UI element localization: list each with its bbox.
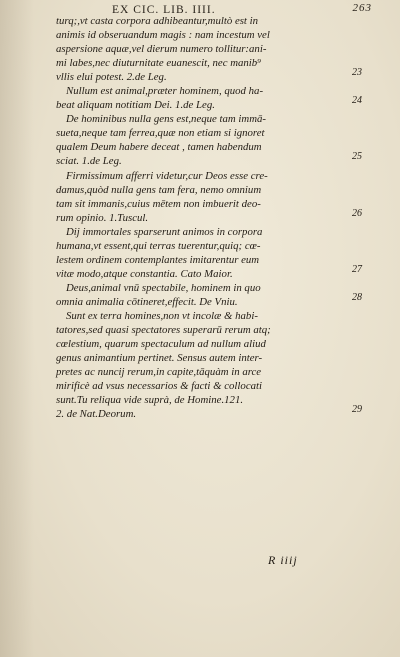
text-line	[56, 112, 356, 126]
line-text: animis id obseruandum magis : nam incestum vel	[56, 29, 270, 42]
line-text: sunt.Tu reliqua vide suprà, de Homine.121.	[56, 394, 244, 407]
section-number: 25	[352, 151, 362, 163]
section-number: 26	[352, 207, 362, 219]
line-text: turq;,vt casta corpora adhibeantur,multò est in	[56, 15, 259, 27]
line-text: beat aliquam notitiam Dei. 1.de Leg.	[56, 99, 215, 112]
section-number: 27	[352, 263, 362, 275]
text-line	[56, 169, 356, 183]
text-line	[56, 225, 356, 239]
line-text: humana,vt essent,qui terras tuerentur,quiq; cœ-	[56, 239, 261, 252]
line-text: mirificè ad vsus necessarios & facti & collocati	[56, 380, 263, 393]
text-line	[56, 404, 362, 421]
line-text: tatores,sed quasi spectatores superarū rerum atq;	[56, 324, 271, 337]
signature-mark: R iiij	[268, 553, 298, 567]
line-text: lestem ordinem contemplantes imitarentur eum	[56, 253, 260, 266]
text-line	[56, 337, 356, 351]
line-text: pretes ac nuncij rerum,in capite,tāquàm in arce	[56, 366, 262, 379]
line-text: Dij immortales sparserunt animos in corpora	[66, 225, 263, 238]
text-line	[56, 84, 356, 98]
line-text: mi labes,nec diuturnitate euanescit, nec manib⁹	[56, 57, 261, 70]
section-number: 24	[352, 95, 362, 107]
text-line	[56, 291, 362, 309]
text-line	[56, 56, 356, 70]
text-line	[56, 309, 356, 323]
line-text: Sunt ex terra homines,non vt incolæ & habi-	[66, 309, 258, 322]
text-line	[56, 95, 362, 112]
text-line	[56, 151, 362, 168]
text-line	[56, 393, 356, 407]
text-line	[56, 197, 356, 211]
text-line	[56, 323, 356, 337]
text-line	[56, 126, 356, 140]
text-line	[56, 351, 356, 365]
text-line	[56, 42, 356, 56]
line-text: omnia animalia cōtineret,effecit. De Vniu.	[56, 295, 238, 308]
line-text: 2. de Nat.Deorum.	[56, 408, 137, 421]
text-line	[56, 281, 356, 295]
page-number: 263	[352, 2, 372, 14]
text-line	[56, 140, 356, 154]
text-line	[56, 379, 356, 393]
line-text: damus,quòd nulla gens tam fera, nemo omnium	[56, 183, 262, 196]
text-line	[56, 365, 356, 379]
section-number: 29	[352, 404, 362, 416]
line-text: genus animantium pertinet. Sensus autem inter-	[56, 352, 263, 365]
section-number: 23	[352, 67, 362, 79]
text-line	[56, 253, 356, 267]
line-text: vllis elui potest. 2.de Leg.	[56, 71, 167, 84]
line-text: aspersione aquæ,vel dierum numero tollitur:ani-	[56, 43, 267, 56]
line-text: cœlestium, quarum spectaculum ad nullum aliud	[56, 338, 266, 351]
text-line	[56, 263, 362, 281]
running-head: EX CIC. LIB. IIII.	[112, 4, 216, 16]
line-text: sueta,neque tam ferrea,quæ non etiam si ignoret	[56, 127, 265, 140]
text-line	[56, 14, 356, 28]
body-text	[56, 14, 362, 421]
page-gutter-shadow	[0, 0, 34, 657]
line-text: qualem Deum habere deceat , tamen habendum	[56, 141, 262, 154]
line-text: De hominibus nulla gens est,neque tam immā-	[66, 113, 267, 126]
text-line	[56, 67, 362, 84]
text-line	[56, 239, 356, 253]
section-number: 28	[352, 291, 362, 303]
line-text: Deus,animal vnū spectabile, hominem in quo	[66, 281, 261, 294]
text-line	[56, 28, 356, 42]
text-line	[56, 207, 362, 225]
line-text: tam sit immanis,cuius mētem non imbuerit deo-	[56, 197, 261, 210]
line-text: Firmissimum afferri videtur,cur Deos esse cre-	[66, 169, 268, 182]
line-text: rum opinio. 1.Tuscul.	[56, 211, 149, 224]
line-text: sciat. 1.de Leg.	[56, 155, 122, 168]
text-line	[56, 183, 356, 197]
line-text: Nullum est animal,præter hominem, quod ha-	[66, 85, 264, 98]
line-text: vitæ modo,atque constantia. Cato Maior.	[56, 267, 233, 280]
